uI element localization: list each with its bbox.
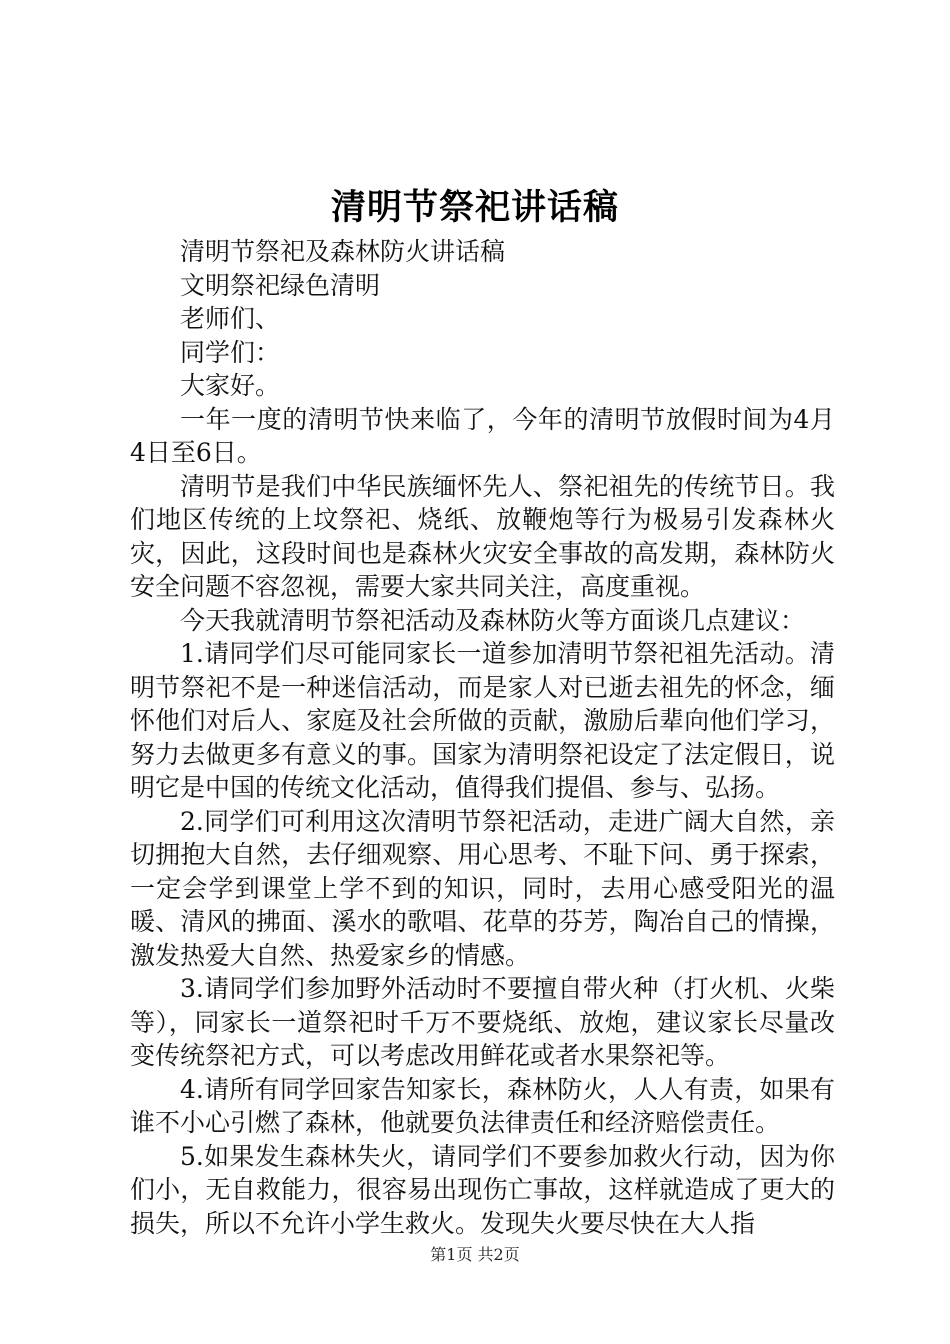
- paragraph: 老师们、: [180, 304, 281, 333]
- paragraph: 一年一度的清明节快来临了，今年的清明节放假时间为4月4日至6日。: [130, 404, 835, 467]
- paragraph: 2.同学们可利用这次清明节祭祀活动，走进广阔大自然，亲切拥抱大自然，去仔细观察、用心思考、不耻下问、勇于探索，一定会学到课堂上学不到的知识，同时，去用心感受阳光的温暖、清风的拂面、溪水的歌唱、花草的芬芳，陶冶自己的情操，激发热爱大自然、热爱家乡的情感。: [130, 806, 835, 970]
- paragraph: 4.请所有同学回家告知家长，森林防火，人人有责，如果有谁不小心引燃了森林，他就要负法律责任和经济赔偿责任。: [130, 1074, 835, 1137]
- paragraph: 清明节是我们中华民族缅怀先人、祭祀祖先的传统节日。我们地区传统的上坟祭祀、烧纸、放鞭炮等行为极易引发森林火灾，因此，这段时间也是森林火灾安全事故的高发期，森林防火安全问题不容忽视，需要大家共同关注，高度重视。: [130, 471, 835, 601]
- paragraph: 同学们：: [180, 337, 281, 367]
- paragraph: 清明节祭祀及森林防火讲话稿: [180, 237, 506, 266]
- paragraph: 3.请同学们参加野外活动时不要擅自带火种（打火机、火柴等），同家长一道祭祀时千万不要烧纸、放炮，建议家长尽量改变传统祭祀方式，可以考虑改用鲜花或者水果祭祀等。: [130, 974, 835, 1070]
- page-footer: 第1页 共2页: [430, 1245, 520, 1264]
- document-title: 清明节祭祀讲话稿: [330, 187, 619, 228]
- paragraph: 1.请同学们尽可能同家长一道参加清明节祭祀祖先活动。清明节祭祀不是一种迷信活动，而是家人对已逝去祖先的怀念，缅怀他们对后人、家庭及社会所做的贡献，激励后辈向他们学习，努力去做更多有意义的事。国家为清明祭祀设定了法定假日，说明它是中国的传统文化活动，值得我们提倡、参与、弘扬。: [130, 639, 835, 802]
- paragraph: 文明祭祀绿色清明: [180, 270, 381, 300]
- paragraph: 大家好。: [180, 371, 281, 400]
- document-body: [130, 235, 835, 1240]
- paragraph: 今天我就清明节祭祀活动及森林防火等方面谈几点建议：: [180, 605, 806, 635]
- paragraph: 5.如果发生森林失火，请同学们不要参加救火行动，因为你们小，无自救能力，很容易出现伤亡事故，这样就造成了更大的损失，所以不允许小学生救火。发现失火要尽快在大人指: [130, 1141, 835, 1238]
